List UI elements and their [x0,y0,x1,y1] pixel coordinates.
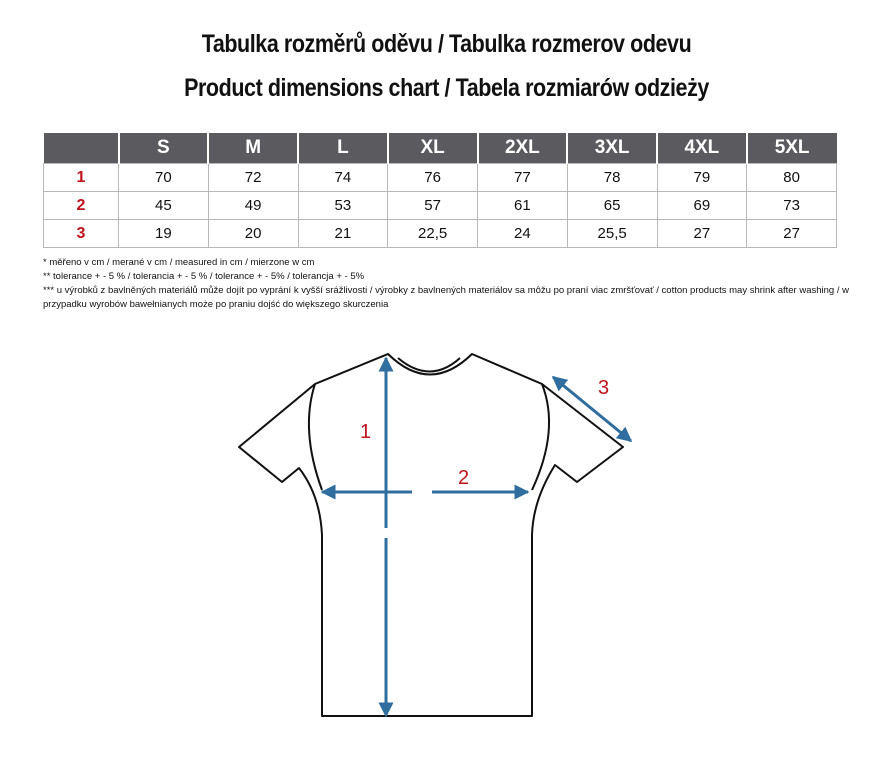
table-cell: 45 [119,192,209,220]
table-cell: 57 [388,192,478,220]
table-cell: 80 [747,164,837,192]
table-cell: 24 [478,220,568,248]
header-cell-s: S [119,133,209,164]
header-cell-m: M [208,133,298,164]
table-cell: 53 [298,192,388,220]
table-cell: 19 [119,220,209,248]
sleeve-label: 3 [598,377,610,399]
header-cell-2xl: 2XL [478,133,568,164]
row-label: 1 [44,164,119,192]
footnote-tolerance: ** tolerance + - 5 % / tolerancia + - 5 % / tolerance + - 5% / tolerancja + - 5% [43,271,365,282]
header-cell-l: L [298,133,388,164]
footnote-shrinkage: *** u výrobků z bavlněných materiálů může dojít po vyprání k vyšší srážlivosti / výrobky z bavlnených materiálov sa môžu po praní viac zmršťovať / cotton products may shrink after washing / w przypadku wyrobów bawełnianych może po praniu dojść do większego skurczenia [43,285,849,310]
table-cell: 27 [657,220,747,248]
header-cell-xl: XL [388,133,478,164]
row-label: 3 [44,220,119,248]
table-cell: 77 [478,164,568,192]
table-cell: 61 [478,192,568,220]
table-cell: 49 [208,192,298,220]
table-cell: 78 [567,164,657,192]
table-cell: 20 [208,220,298,248]
width-label: 2 [458,467,470,489]
table-cell: 65 [567,192,657,220]
table-cell: 79 [657,164,747,192]
table-cell: 72 [208,164,298,192]
title-line-2: Product dimensions chart / Tabela rozmiarów odzieży [184,74,709,102]
tshirt-outline [239,354,623,716]
footnote-measurement: * měřeno v cm / merané v cm / measured in cm / mierzone w cm [43,257,315,268]
table-cell: 70 [119,164,209,192]
header-cell-4xl: 4XL [657,133,747,164]
table-cell: 22,5 [388,220,478,248]
table-cell: 73 [747,192,837,220]
table-cell: 69 [657,192,747,220]
table-cell: 21 [298,220,388,248]
table-cell: 76 [388,164,478,192]
table-cell: 27 [747,220,837,248]
row-label: 2 [44,192,119,220]
header-cell-5xl: 5XL [747,133,837,164]
title-line-1: Tabulka rozměrů oděvu / Tabulka rozmerov odevu [201,30,692,58]
header-cell-3xl: 3XL [567,133,657,164]
table-cell: 25,5 [567,220,657,248]
length-label: 1 [360,421,372,443]
table-cell: 74 [298,164,388,192]
